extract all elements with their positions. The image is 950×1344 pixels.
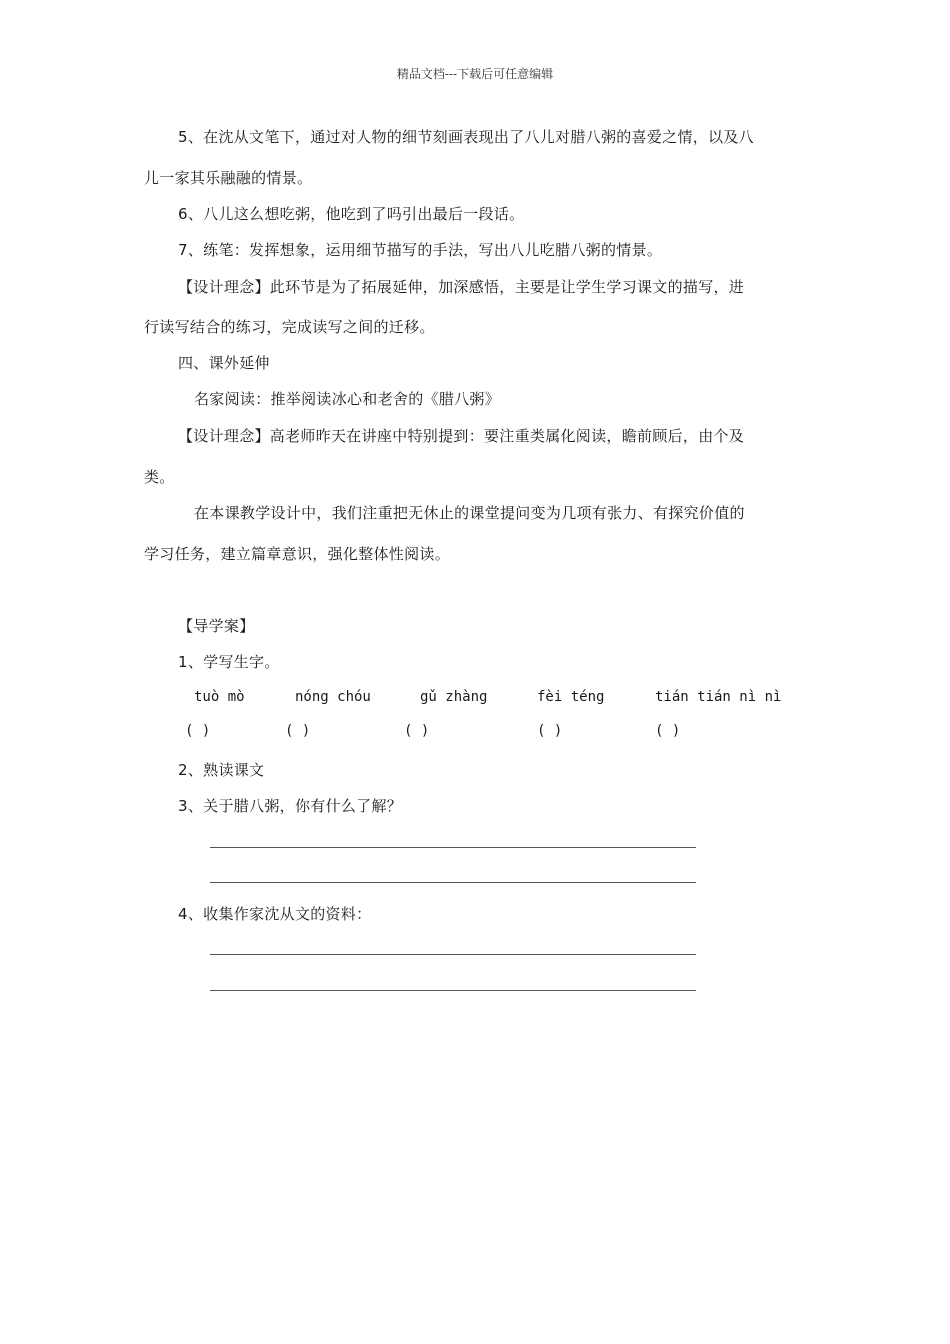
answer-line[interactable] [210,847,696,848]
design-concept-2-line-1: 【设计理念】高老师昨天在讲座中特别提到：要注重类属化阅读，瞻前顾后，由个及 [178,427,745,445]
pinyin-item: tián tián nì nì [655,689,782,705]
pinyin-item: nóng chóu [295,689,371,705]
summary-line-2: 学习任务，建立篇章意识，强化整体性阅读。 [144,545,451,563]
paragraph-6: 6、八儿这么想吃粥，他吃到了吗引出最后一段话。 [178,205,525,223]
page-header: 精品文档---下载后可任意编辑 [396,67,554,81]
answer-line[interactable] [210,954,696,955]
design-concept-1-line-1: 【设计理念】此环节是为了拓展延伸，加深感悟，主要是让学生学习课文的描写，进 [178,278,745,296]
pinyin-item: gǔ zhàng [420,689,488,705]
question-2: 2、熟读课文 [178,761,265,779]
answer-line[interactable] [210,990,696,991]
answer-blank[interactable]: ( ) [285,723,311,739]
design-concept-2-line-2: 类。 [144,468,175,486]
design-concept-1-line-2: 行读写结合的练习，完成读写之间的迁移。 [144,318,435,336]
answer-blank[interactable]: ( ) [655,723,681,739]
question-3: 3、关于腊八粥，你有什么了解？ [178,797,403,815]
question-1: 1、学写生字。 [178,653,280,671]
paragraph-7: 7、练笔：发挥想象，运用细节描写的手法，写出八儿吃腊八粥的情景。 [178,241,663,259]
question-4: 4、收集作家沈从文的资料： [178,905,372,923]
summary-line-1: 在本课教学设计中，我们注重把无休止的课堂提问变为几项有张力、有探究价值的 [194,504,745,522]
famous-reading: 名家阅读：推举阅读冰心和老舍的《腊八粥》 [194,390,501,408]
answer-blank[interactable]: ( ) [537,723,563,739]
answer-blank[interactable]: ( ) [404,723,430,739]
section-4-heading: 四、课外延伸 [178,354,270,372]
paragraph-5-line-1: 5、在沈从文笔下，通过对人物的细节刻画表现出了八儿对腊八粥的喜爱之情，以及八 [178,128,754,146]
answer-line[interactable] [210,882,696,883]
pinyin-item: tuò mò [194,689,245,705]
guide-title: 【导学案】 [178,617,255,635]
answer-blank[interactable]: ( ) [185,723,211,739]
paragraph-5-line-2: 儿一家其乐融融的情景。 [144,169,313,187]
pinyin-item: fèi téng [537,689,605,705]
